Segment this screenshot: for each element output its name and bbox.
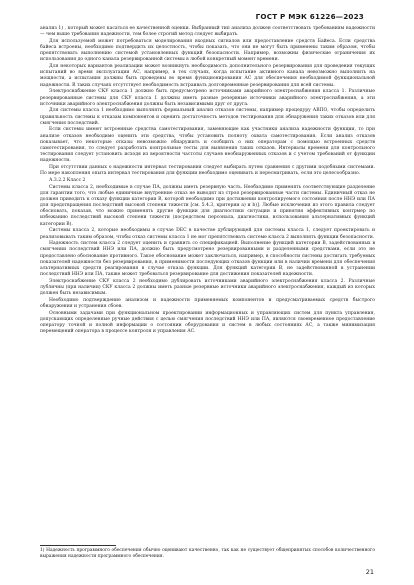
paragraph: Основными задачами при функциональном проектировании информационных и управляющих систем для пункта управления, допускающих определенные ручные действия с целью смягчения последствий ННЭ или ПА, являются своевременное предоставление оператору точной и полной информации о состоянии оборудования и систем в любых состояниях АС, а также минимизация перемещений оператора в процессе контроля и управления АС. bbox=[40, 310, 375, 335]
paragraph: Электроснабжение СКУ класса 2 необходимо дублировать источниками аварийного электроснабжения класса 2. Различные лубличны (при наличии) СКУ класса 2 должны иметь разные резервные источники аварийного электроснабжения, каждый из которых должен быть независимым. bbox=[40, 278, 375, 297]
paragraph: Если системы имеют встроенные средства самотестирования, заменяющие как участники анализа надежности функции, то при анализе отказов необходимо оценить эти средства, чтобы установить полноту охвата самотестирования. Если анализ отказов показывает, что некоторые отказы невозможно обнаружить и сообщить о них операторам с помощью встроенных средств самотестирования, то следует разработать контрольные тесты для выявления таких отказов. Интервалы времени для контрольного тестирования следует установить исходя из вероятности частоты случаев необнаруженных отказов и с учетом требований от функции надежности. bbox=[40, 127, 375, 164]
paragraph: Для системы класса 1 необходимо выполнять формальный анализ отказов системы, например процедуру АВПО, чтобы определить правильность системы к отказам компонентов и оценить достаточность методов тестирования для обнаружения таких отказов или для смягчения последствий. bbox=[40, 108, 375, 126]
paragraph: анализ 1) , который может касаться ее качественной оценки. Выбранный тип анализа должен соответствовать требованиям надежности — чем выше требования надежности, тем более строгий метод следует выбирать. bbox=[40, 26, 375, 38]
paragraph: Для некоторых вариантов реализации может возникнуть необходимость дополнительного резервирования для проведения текущих испытаний во время эксплуатации АС, например, в тех случаях, когда испытание активного канала невозможно выполнить на мощности, а испытания должны быть проведены во время функционирования АС для обеспечения необходимой функциональной надежности. В таких случаях отсутствует необходимость встраивать долговременные резервирования для всей системы. bbox=[40, 64, 375, 88]
paragraph: Надежность систем класса 2 следует оценить и сравнить со спецификацией. Выполнение функций категории В, задействованных в смягчении последствий ННЭ или ПА, должно быть предусмотрено резервированными и разделенными средствами, если это не предоставлено обоснование противного. Такое обоснование может заключаться, например, в способности системы достигать требуемых показателей надежности без резервирования, в применимости последующих отказов функции или в наличии времени для обеспечения альтернативных средств реагирования в случае отказа функции. Для функций категории В, не задействованной в устранении последствий ННЭ или ПА, также может требоваться резервирование для достижения показателей надежности. bbox=[40, 241, 375, 278]
paragraph: Системы класса 2, которые необходимы в случае DEC в качестве дублирующей для системы класса 1, следует проектировать и реализовывать таким образом, чтобы отказ системы класса 1 не мог препятствовать системе класса 2 выполнять функции безопасности. bbox=[40, 228, 375, 240]
paragraph: Электроснабжение СКУ класса 1 должно быть предусмотрено источниками аварийного электроснабжения класса 1. Различные резервированные системы для СКУ класса 1 должны иметь разные резервные источники аварийного электроснабжения, а эти источники аварийного электроснабжения должны быть независимыми друг от друга. bbox=[40, 89, 375, 107]
footnote: 1) Надежность программного обеспечения обычно оценивают качественно, так как не существует общепринятых способов количественного выражения надежности программного обеспечения. bbox=[40, 548, 375, 559]
page-number: 21 bbox=[365, 568, 374, 576]
standard-header: ГОСТ Р МЭК 61226—2023 bbox=[255, 12, 364, 21]
paragraph: Необходимо подтверждение анализом и надежности применяемых компонентов и предусматриваемых средств быстрого обнаружения и устранения сбоев. bbox=[40, 297, 375, 309]
footnote-divider bbox=[40, 545, 116, 546]
document-body bbox=[40, 26, 375, 336]
section-heading: А.3.2.2 Класс 2 bbox=[49, 177, 86, 183]
paragraph: Для используемой может потребоваться моделирования входных сигналов или предоставление средств Байеса. Если средства байеса встроены, необходимо подтвердить их целостность, чтобы показать, что они не могут быть применены таким образом, чтобы препятствовать выполнению системой установленных функций безопасности. Например, возможны физические ограничения их использования до одного канала резервированной системы в любой конкретный момент времени. bbox=[40, 38, 375, 63]
paragraph: Системы класса 2, необходимые в случае ПА, должны иметь резервную часть. Необходимо применять соответствующие разделение для гарантии того, что любые единичные внутренние отказ не выводят из строя резервированные части системы. Единичный отказ не должен приводить к отказу функции категории В, которой необходимо при достижении контролируемого состояния после ННЭ или ПА для предотвращения последствий высокой степени тяжести [см. 5.4.3, критерии а) и b)]. Любые исключения из этого правила следует обосновать, показав, что можно применять другие функции для диагностики ситуации и принятия эффективных контрмер по избежанию последствий высокой степени тяжести (посредством персонала, диагностики, использования альтернативных функций категории В). bbox=[40, 184, 375, 227]
paragraph: При отсутствии данных о надежности интервал тестирования следует выбирать путем сравнения с другими подобными системами. По мере накопления опыта интервал тестирования для функции необходимо оценивать и пересматривать, если это целесообразно. bbox=[40, 165, 375, 177]
